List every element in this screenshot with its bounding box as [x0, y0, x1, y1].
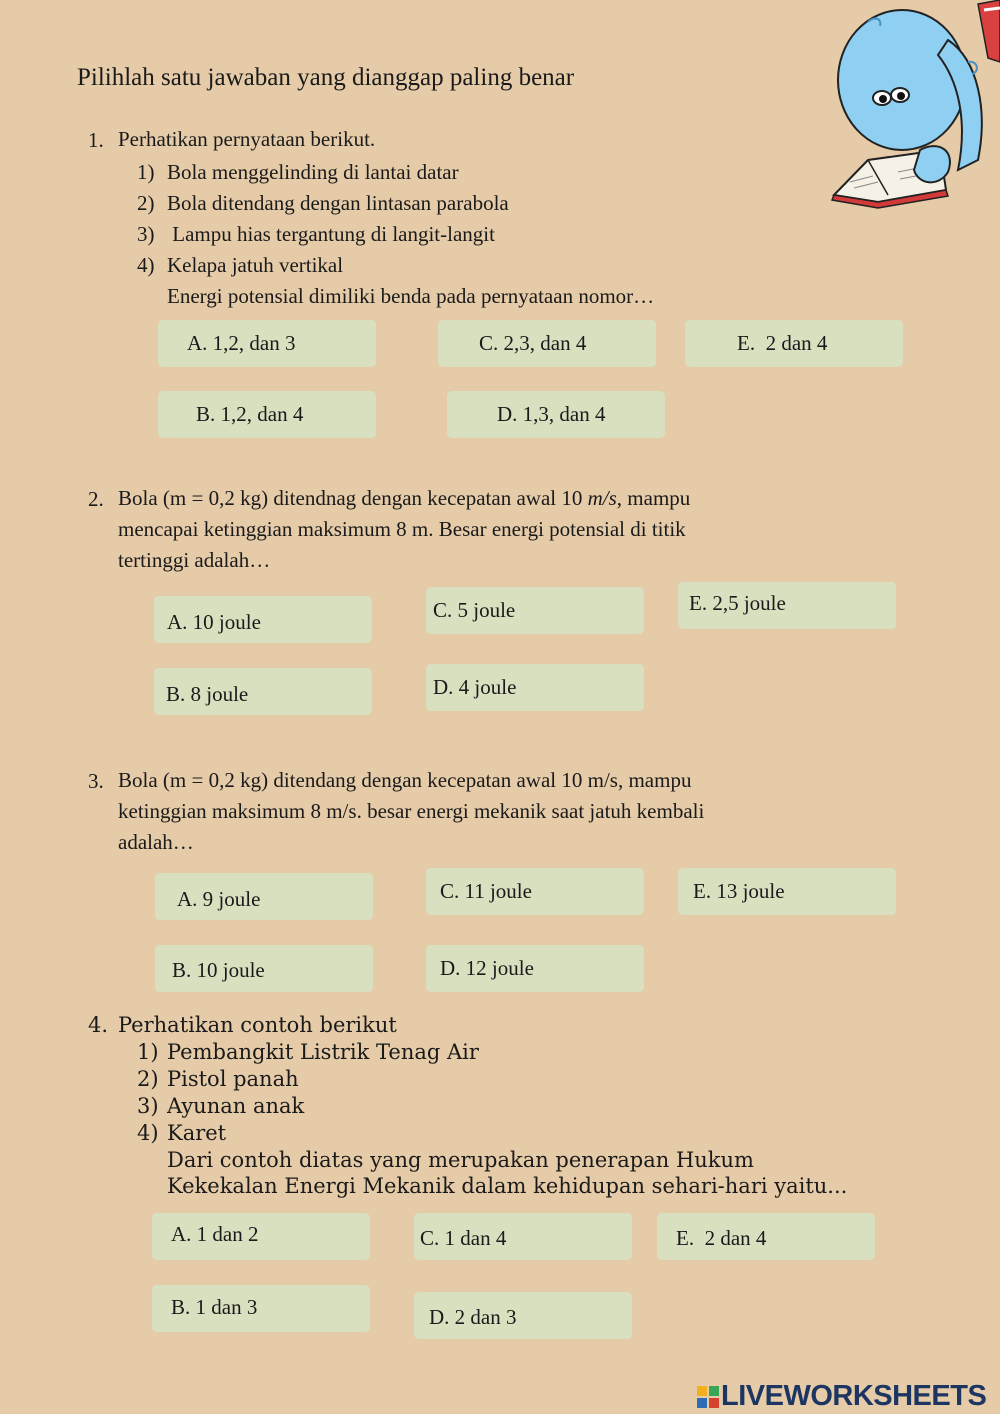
question-4-prompt-line-2: Kekekalan Energi Mekanik dalam kehidupan sehari-hari yaitu... [167, 1174, 848, 1198]
q2-option-a-label: A. 10 joule [167, 610, 261, 634]
q3-option-c[interactable] [426, 868, 644, 915]
mascot-reading-book-illustration [828, 0, 1000, 210]
question-3-line-3: adalah… [118, 830, 194, 854]
q2-option-e-label: E. 2,5 joule [689, 591, 786, 615]
q4-option-e[interactable] [657, 1213, 875, 1260]
q2-option-c-label: C. 5 joule [433, 598, 516, 622]
velocity-unit: m/s [587, 486, 617, 510]
instruction-text: Pilihlah satu jawaban yang dianggap paling benar [77, 64, 575, 91]
question-1-stem: Perhatikan pernyataan berikut. [118, 127, 376, 151]
question-3-number: 3. [88, 769, 104, 793]
q4-option-d[interactable] [414, 1292, 632, 1339]
q4-item-3-text: Ayunan anak [167, 1094, 305, 1118]
q4-option-a[interactable] [152, 1213, 370, 1260]
q1-item-4-number: 4) [137, 253, 155, 277]
q1-item-2-text: Bola ditendang dengan lintasan parabola [167, 191, 509, 215]
q3-option-b-label: B. 10 joule [172, 958, 265, 982]
liveworksheets-logo [697, 1380, 986, 1413]
q1-option-b-label: B. 1,2, dan 4 [196, 402, 304, 426]
q4-item-3-number: 3) [137, 1094, 159, 1118]
brand-name: LIVEWORKSHEETS [721, 1380, 987, 1412]
q4-item-4-text: Karet [167, 1121, 227, 1145]
question-2-line-3: tertinggi adalah… [118, 548, 271, 572]
q1-option-c[interactable] [438, 320, 656, 367]
q4-option-b-label: B. 1 dan 3 [171, 1295, 258, 1319]
q2-option-a[interactable] [154, 596, 372, 643]
q3-option-a[interactable] [155, 873, 373, 920]
q4-option-e-label: E. 2 dan 4 [676, 1226, 767, 1250]
question-3-line-1: Bola (m = 0,2 kg) ditendang dengan kecepatan awal 10 m/s, mampu [118, 768, 692, 792]
q1-item-3-text: Lampu hias tergantung di langit-langit [167, 222, 495, 246]
q2-option-e[interactable] [678, 582, 896, 629]
q1-item-2-number: 2) [137, 191, 155, 215]
q1-item-4-text: Kelapa jatuh vertikal [167, 253, 344, 277]
q4-item-2-number: 2) [137, 1067, 159, 1091]
q2-option-b[interactable] [154, 668, 372, 715]
q1-option-d-label: D. 1,3, dan 4 [497, 402, 606, 426]
q4-option-b[interactable] [152, 1285, 370, 1332]
q4-item-2-text: Pistol panah [167, 1067, 299, 1091]
q1-option-e[interactable] [685, 320, 903, 367]
q4-option-c[interactable] [414, 1213, 632, 1260]
q3-option-d[interactable] [426, 945, 644, 992]
q1-item-3-number: 3) [137, 222, 155, 246]
question-4-number: 4. [88, 1013, 109, 1037]
question-2-line-1 [118, 483, 690, 514]
q1-option-e-label: E. 2 dan 4 [737, 331, 828, 355]
q4-option-d-label: D. 2 dan 3 [429, 1305, 517, 1329]
question-2-number: 2. [88, 487, 104, 511]
q1-option-a[interactable] [158, 320, 376, 367]
q4-item-1-text: Pembangkit Listrik Tenag Air [167, 1040, 479, 1064]
question-4-prompt-line-1: Dari contoh diatas yang merupakan penerapan Hukum [167, 1148, 754, 1172]
q3-option-a-label: A. 9 joule [177, 887, 261, 911]
question-2-line-1-text: Bola (m = 0,2 kg) ditendnag dengan kecepatan awal 10 [118, 486, 588, 510]
q1-option-b[interactable] [158, 391, 376, 438]
q1-option-a-label: A. 1,2, dan 3 [187, 331, 296, 355]
q2-option-d-label: D. 4 joule [433, 675, 517, 699]
q1-item-1-number: 1) [137, 160, 155, 184]
question-3-line-2: ketinggian maksimum 8 m/s. besar energi mekanik saat jatuh kembali [118, 799, 705, 823]
question-2-line-1-end: , mampu [616, 486, 691, 510]
q4-option-c-label: C. 1 dan 4 [420, 1226, 507, 1250]
q2-option-c[interactable] [426, 587, 644, 634]
q3-option-e-label: E. 13 joule [693, 879, 785, 903]
q3-option-c-label: C. 11 joule [440, 879, 532, 903]
question-1-prompt: Energi potensial dimiliki benda pada pernyataan nomor… [167, 284, 655, 308]
q3-option-e[interactable] [678, 868, 896, 915]
q1-item-1-text: Bola menggelinding di lantai datar [167, 160, 459, 184]
q3-option-b[interactable] [155, 945, 373, 992]
question-4-stem: Perhatikan contoh berikut [118, 1013, 397, 1037]
q3-option-d-label: D. 12 joule [440, 956, 534, 980]
question-1-number: 1. [88, 128, 104, 152]
liveworksheets-logo-icon [697, 1386, 719, 1408]
q4-item-1-number: 1) [137, 1040, 159, 1064]
q1-option-d[interactable] [447, 391, 665, 438]
q2-option-b-label: B. 8 joule [166, 682, 249, 706]
question-2-line-2: mencapai ketinggian maksimum 8 m. Besar energi potensial di titik [118, 517, 686, 541]
q4-option-a-label: A. 1 dan 2 [171, 1222, 259, 1246]
q4-item-4-number: 4) [137, 1121, 159, 1145]
q1-option-c-label: C. 2,3, dan 4 [479, 331, 587, 355]
q2-option-d[interactable] [426, 664, 644, 711]
